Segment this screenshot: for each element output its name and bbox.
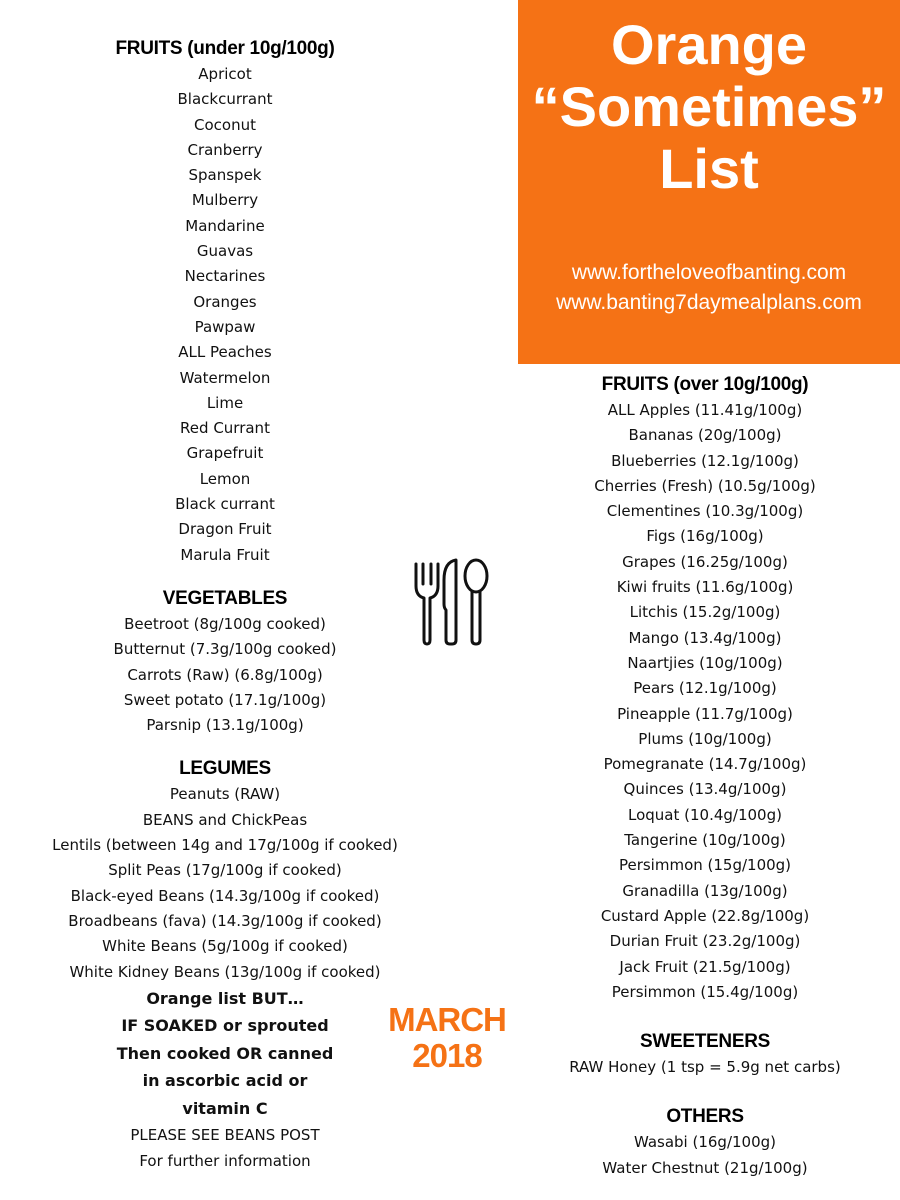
legumes-list [50, 782, 400, 984]
fruit-over-item: Figs (16g/100g) [646, 527, 764, 546]
fruit-under-item: Mandarine [185, 216, 265, 235]
fruit-over-item: Clementines (10.3g/100g) [606, 502, 804, 521]
fruit-under-item: Apricot [198, 65, 252, 83]
cutlery-icon [406, 556, 492, 648]
fruit-under-item: Black currant [175, 495, 275, 514]
right-column [560, 372, 850, 1181]
legume-item: Black-eyed Beans (14.3g/100g if cooked) [70, 886, 380, 905]
fruit-over-item: Durian Fruit (23.2g/100g) [609, 932, 801, 951]
legume-footnote-line: For further information [139, 1152, 311, 1171]
other-item: Water Chestnut (21g/100g) [602, 1158, 808, 1177]
fruit-over-item: ALL Apples (11.41g/100g) [607, 401, 803, 419]
fruit-under-item: Mulberry [191, 191, 259, 210]
legume-item: White Kidney Beans (13g/100g if cooked) [69, 962, 381, 981]
legume-note-line: in ascorbic acid or [142, 1071, 308, 1091]
legume-note-line: Then cooked OR canned [116, 1043, 334, 1063]
fruit-over-item: Persimmon (15.4g/100g) [611, 982, 799, 1001]
fruit-under-item: Grapefruit [186, 444, 264, 463]
other-item: Wasabi (16g/100g) [633, 1133, 777, 1152]
legume-item: Peanuts (RAW) [169, 785, 281, 804]
fruit-under-item: Blackcurrant [177, 90, 273, 109]
fruit-under-item: Dragon Fruit [178, 520, 272, 539]
fruit-under-item: Guavas [196, 242, 254, 261]
fruits-over-heading: FRUITS (over 10g/100g) [601, 374, 809, 395]
fruit-under-item: Spanspek [188, 166, 262, 185]
vegetable-item: Beetroot (8g/100g cooked) [124, 614, 326, 633]
fruit-under-item: Red Currant [180, 419, 270, 438]
banner-title-line: “Sometimes” [531, 75, 887, 138]
fork-icon [416, 564, 438, 644]
fruit-over-item: Pineapple (11.7g/100g) [617, 704, 793, 723]
date-stamp [378, 1002, 516, 1074]
fruit-under-item: Lemon [199, 469, 251, 488]
fruit-over-item: Bananas (20g/100g) [628, 426, 782, 445]
legumes-heading: LEGUMES [179, 758, 271, 780]
fruits-under-heading: FRUITS (under 10g/100g) [115, 38, 335, 59]
fruit-over-item: Grapes (16.25g/100g) [622, 552, 788, 571]
fruit-over-item: Blueberries (12.1g/100g) [611, 451, 799, 470]
date-year: 2018 [412, 1037, 482, 1074]
legume-item: BEANS and ChickPeas [142, 810, 308, 829]
banner-title-line: List [659, 137, 759, 200]
fruit-over-item: Quinces (13.4g/100g) [623, 780, 787, 799]
fruit-under-item: Oranges [193, 292, 257, 311]
vegetable-item: Butternut (7.3g/100g cooked) [113, 640, 337, 659]
fruit-over-item: Pomegranate (14.7g/100g) [603, 755, 807, 774]
vegetable-item: Carrots (Raw) (6.8g/100g) [127, 665, 323, 684]
banner-title [518, 14, 900, 200]
legume-note-line: vitamin C [182, 1098, 268, 1118]
legume-note-line: Orange list BUT… [146, 988, 304, 1008]
fruit-over-item: Loquat (10.4g/100g) [628, 805, 782, 824]
fruit-under-item: Nectarines [184, 267, 266, 286]
date-month: MARCH [388, 1001, 506, 1038]
fruit-over-item: Naartjies (10g/100g) [627, 653, 783, 672]
fruit-over-item: Persimmon (15g/100g) [618, 856, 792, 875]
legume-note-line: IF SOAKED or sprouted [121, 1016, 329, 1036]
vegetable-item: Sweet potato (17.1g/100g) [123, 690, 327, 709]
knife-icon [444, 560, 456, 644]
fruit-over-item: Mango (13.4g/100g) [628, 628, 782, 647]
fruit-over-item: Litchis (15.2g/100g) [629, 603, 781, 622]
left-column [50, 36, 400, 1174]
sweeteners-list [560, 1055, 850, 1080]
fruit-over-item: Custard Apple (22.8g/100g) [600, 906, 810, 925]
fruit-over-item: Tangerine (10g/100g) [624, 831, 786, 850]
fruit-under-item: Lime [206, 393, 244, 412]
fruit-under-item: Watermelon [179, 368, 271, 387]
title-banner [518, 0, 900, 364]
fruit-over-item: Cherries (Fresh) (10.5g/100g) [594, 476, 816, 495]
sweetener-item: RAW Honey (1 tsp = 5.9g net carbs) [569, 1058, 841, 1077]
legume-item: Lentils (between 14g and 17g/100g if cooked) [52, 836, 398, 855]
fruits-over-list [560, 398, 850, 1005]
sweeteners-heading: SWEETENERS [639, 1031, 771, 1053]
legume-item: Broadbeans (fava) (14.3g/100g if cooked) [68, 911, 382, 930]
banner-links [518, 258, 900, 318]
vegetables-heading: VEGETABLES [162, 587, 288, 609]
fruits-under-list [50, 62, 400, 568]
fruit-under-item: ALL Peaches [178, 343, 272, 362]
fruit-under-item: Marula Fruit [180, 545, 270, 564]
spoon-icon [465, 560, 487, 644]
legume-item: White Beans (5g/100g if cooked) [102, 937, 348, 956]
vegetable-item: Parsnip (13.1g/100g) [146, 716, 304, 735]
fruit-under-item: Pawpaw [194, 317, 256, 336]
fruit-over-item: Granadilla (13g/100g) [622, 881, 788, 900]
fruit-over-item: Plums (10g/100g) [638, 729, 772, 748]
fruit-under-item: Cranberry [187, 140, 263, 159]
legume-footnote-line: PLEASE SEE BEANS POST [130, 1126, 320, 1145]
fruit-over-item: Pears (12.1g/100g) [633, 679, 777, 698]
website-link: www.fortheloveofbanting.com [571, 261, 847, 284]
fruit-under-item: Coconut [194, 115, 256, 134]
legumes-note [50, 985, 400, 1123]
legumes-footnote [50, 1122, 400, 1174]
others-list [560, 1130, 850, 1181]
website-link: www.banting7daymealplans.com [556, 291, 862, 314]
others-heading: OTHERS [666, 1106, 744, 1128]
vegetables-list [50, 612, 400, 738]
fruit-over-item: Jack Fruit (21.5g/100g) [619, 957, 791, 976]
banner-title-line: Orange [610, 13, 808, 76]
legume-item: Split Peas (17g/100g if cooked) [108, 861, 342, 880]
fruit-over-item: Kiwi fruits (11.6g/100g) [616, 578, 794, 597]
